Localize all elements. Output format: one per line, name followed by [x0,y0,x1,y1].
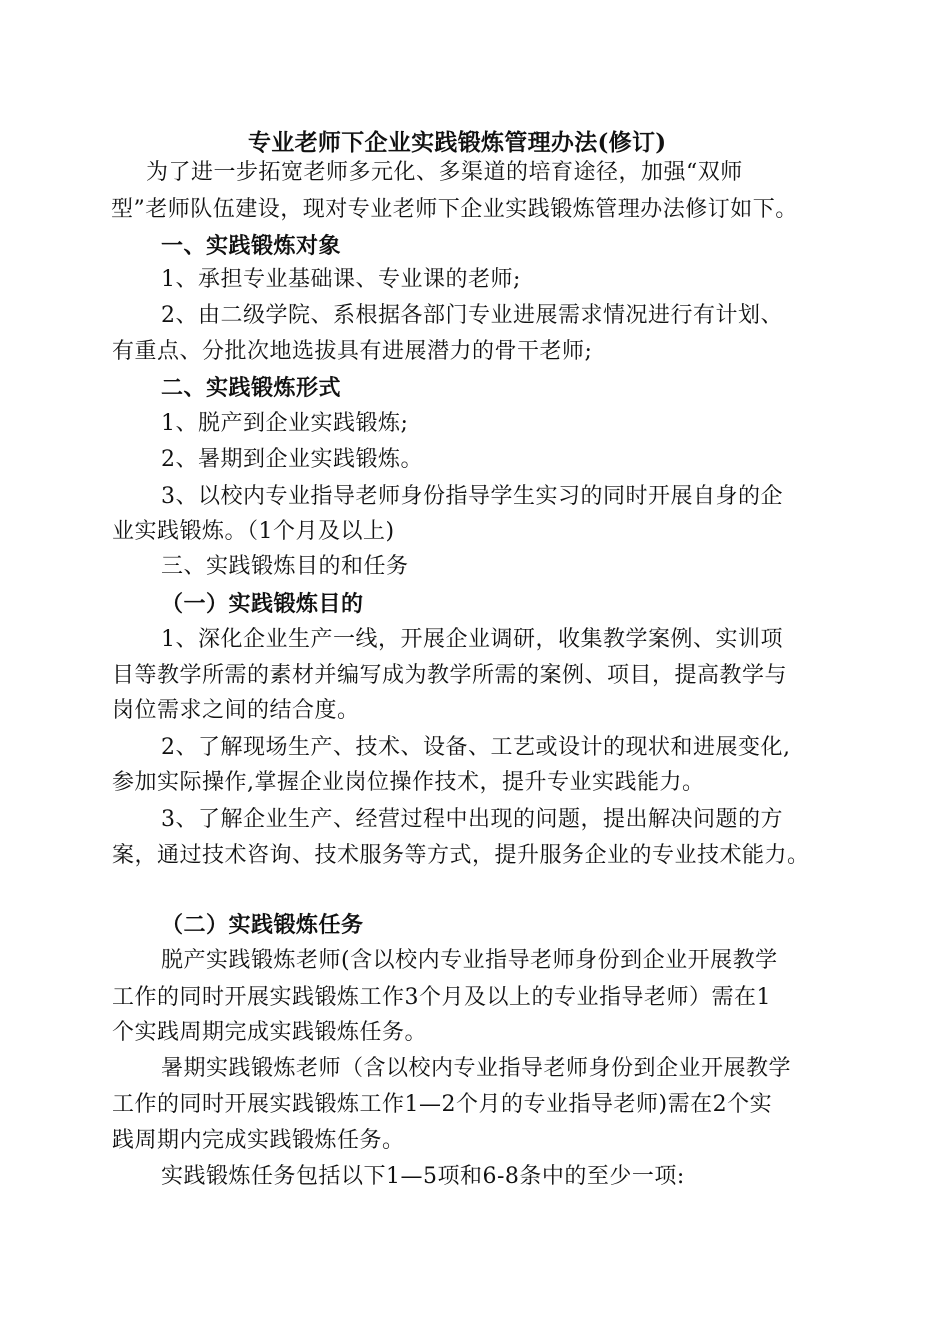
section-3-sub-1-p2-line-2: 参加实际操作,掌握企业岗位操作技术，提升专业实践能力。 [112,770,705,795]
section-2-heading: 二、实践锻炼形式 [161,375,342,401]
section-3-sub-1-p1-line-2: 目等教学所需的素材并编写成为教学所需的案例、项目，提高教学与 [112,663,788,688]
section-3-sub-2-p2-line-2: 工作的同时开展实践锻炼工作1—2个月的专业指导老师)需在2个实 [112,1092,773,1117]
section-3-sub-2-p3: 实践锻炼任务包括以下1—5项和6-8条中的至少一项: [161,1164,685,1189]
section-3-sub-1-p3-line-1: 3、了解企业生产、经营过程中出现的问题，提出解决问题的方 [161,807,783,832]
intro-line-1: 为了进一步拓宽老师多元化、多渠道的培育途径，加强“双师 [146,160,743,185]
section-1-item-2-line-1: 2、由二级学院、系根据各部门专业进展需求情况进行有计划、 [161,303,783,328]
document-title: 专业老师下企业实践锻炼管理办法(修订) [248,129,667,156]
section-3-sub-2-p1-line-3: 个实践周期完成实践锻炼任务。 [112,1020,428,1045]
section-3-sub-1-p2-line-1: 2、了解现场生产、技术、设备、工艺或设计的现状和进展变化, [161,735,791,760]
section-3-sub-1-p3-line-2: 案，通过技术咨询、技术服务等方式，提升服务企业的专业技术能力。 [112,843,810,868]
intro-line-2: 型”老师队伍建设，现对专业老师下企业实践锻炼管理办法修订如下。 [111,197,798,222]
section-2-item-2: 2、暑期到企业实践锻炼。 [161,447,423,472]
section-3-sub-1-p1-line-3: 岗位需求之间的结合度。 [112,698,360,723]
section-2-item-3-line-1: 3、以校内专业指导老师身份指导学生实习的同时开展自身的企 [161,484,783,509]
section-3-heading: 三、实践锻炼目的和任务 [161,554,409,579]
section-2-item-3-line-2: 业实践锻炼。（1个月及以上) [112,519,395,544]
section-3-sub-2-p2-line-1: 暑期实践锻炼老师（含以校内专业指导老师身份到企业开展教学 [161,1056,792,1081]
section-3-sub-1-p1-line-1: 1、深化企业生产一线，开展企业调研，收集教学案例、实训项 [161,627,783,652]
section-1-item-2-line-2: 有重点、分批次地选拔具有进展潜力的骨干老师; [112,339,593,364]
section-3-sub-2-heading: （二）实践锻炼任务 [161,912,364,938]
section-3-sub-2-p2-line-3: 践周期内完成实践锻炼任务。 [112,1128,405,1153]
section-2-item-1: 1、脱产到企业实践锻炼; [161,411,409,436]
section-3-sub-1-heading: （一）实践锻炼目的 [161,591,364,617]
section-1-item-1: 1、承担专业基础课、专业课的老师; [161,267,521,292]
section-3-sub-2-p1-line-2: 工作的同时开展实践锻炼工作3个月及以上的专业指导老师）需在1 [112,985,771,1010]
section-3-sub-2-p1-line-1: 脱产实践锻炼老师(含以校内专业指导老师身份到企业开展教学 [161,948,778,973]
section-1-heading: 一、实践锻炼对象 [161,233,342,259]
